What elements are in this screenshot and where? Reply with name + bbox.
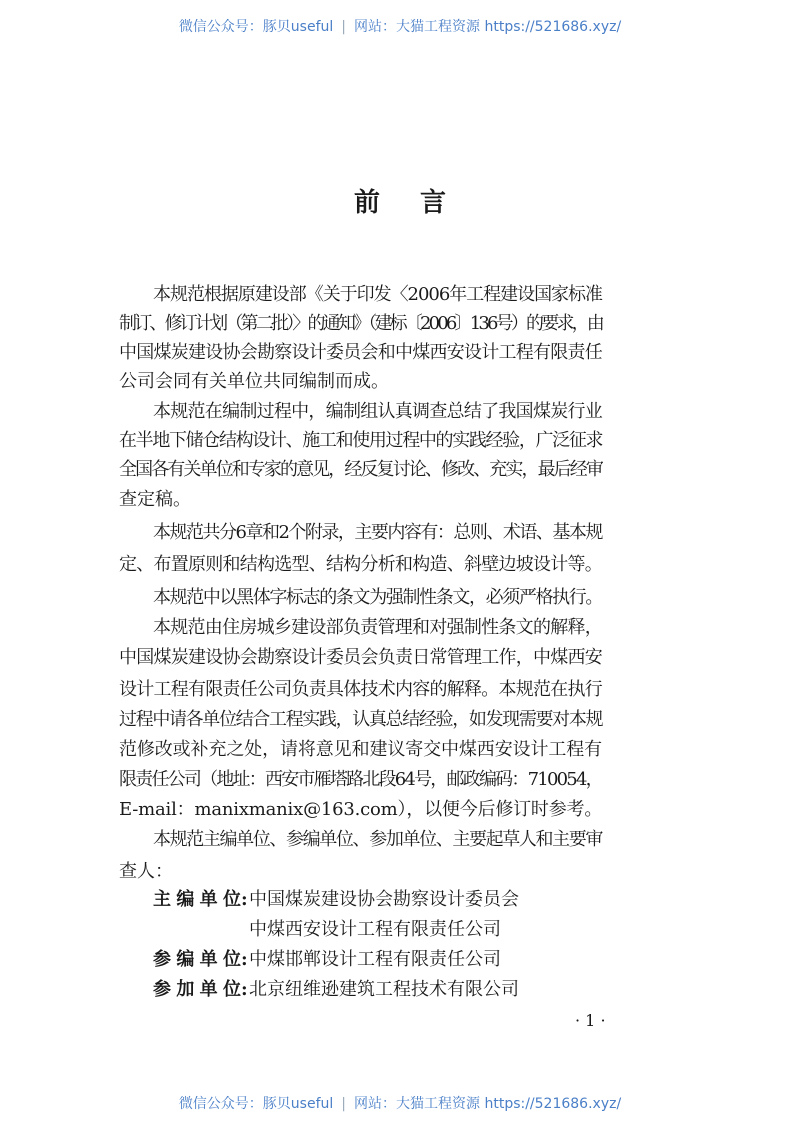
watermark-site: 网站：大猫工程资源 https://521686.xyz/	[354, 19, 622, 35]
text-line: 范修改或补充之处，请将意见和建议寄交中煤西安设计工程有	[119, 739, 603, 760]
text-line: 本规范共分6章和2个附录，主要内容有：总则、术语、基本规	[153, 522, 602, 543]
watermark-account: 微信公众号：豚贝useful	[178, 1096, 334, 1112]
text-line: 本规范主编单位、参编单位、参加单位、主要起草人和主要审	[153, 829, 603, 850]
page-number: · 1 ·	[575, 1011, 606, 1030]
text-line: 查人：	[119, 861, 173, 882]
text-line: 限责任公司（地址：西安市雁塔路北段64号，邮政编码：710054，	[119, 769, 602, 790]
watermark-top	[0, 18, 800, 36]
text-line: 本规范由住房城乡建设部负责管理和对强制性条文的解释，	[153, 617, 603, 638]
text-line: 本规范中以黑体字标志的条文为强制性条文，必须严格执行。	[153, 587, 603, 608]
text-line: E-mail：manixmanix@163.com），以便今后修订时参考。	[119, 799, 603, 820]
text-line: 在半地下储仓结构设计、施工和使用过程中的实践经验，广泛征求	[119, 430, 603, 451]
org-entry	[153, 915, 501, 945]
text-line: 本规范根据原建设部《关于印发〈2006年工程建设国家标准	[153, 284, 602, 305]
org-colon: :	[241, 979, 248, 1000]
org-label	[153, 915, 241, 945]
text-line: 定、布置原则和结构选型、结构分析和构造、斜壁边坡设计等。	[119, 554, 602, 575]
text-line: 过程中请各单位结合工程实践，认真总结经验，如发现需要对本规	[119, 709, 603, 730]
org-label: 参编单位	[153, 949, 241, 970]
text-line: 公司会同有关单位共同编制而成。	[119, 371, 389, 392]
org-entry	[153, 885, 519, 915]
org-entry	[153, 975, 519, 1005]
org-entry	[153, 945, 501, 975]
org-label: 参加单位	[153, 979, 241, 1000]
watermark-separator: |	[341, 19, 347, 35]
org-value: 中煤西安设计工程有限责任公司	[249, 919, 501, 940]
text-line: 全国各有关单位和专家的意见，经反复讨论、修改、充实，最后经审	[119, 459, 602, 480]
org-colon: :	[241, 949, 248, 970]
org-colon	[241, 915, 249, 945]
text-line: 中国煤炭建设协会勘察设计委员会负责日常管理工作，中煤西安	[119, 647, 602, 668]
text-line: 制订、修订计划（第二批）〉的通知》（建标〔2006〕136号）的要求，由	[119, 313, 603, 334]
text-line: 本规范在编制过程中，编制组认真调查总结了我国煤炭行业	[153, 401, 603, 422]
text-line: 查定稿。	[119, 489, 191, 510]
watermark-account: 微信公众号：豚贝useful	[178, 19, 334, 35]
org-label: 主编单位	[153, 889, 241, 910]
watermark-bottom	[0, 1095, 800, 1113]
watermark-separator: |	[341, 1096, 347, 1112]
watermark-site: 网站：大猫工程资源 https://521686.xyz/	[354, 1096, 622, 1112]
org-colon: :	[241, 889, 248, 910]
org-value: 中国煤炭建设协会勘察设计委员会	[249, 889, 519, 910]
page-title: 前言	[353, 188, 486, 218]
text-line: 设计工程有限责任公司负责具体技术内容的解释。本规范在执行	[119, 679, 602, 700]
org-value: 中煤邯郸设计工程有限责任公司	[249, 949, 501, 970]
text-line: 中国煤炭建设协会勘察设计委员会和中煤西安设计工程有限责任	[119, 342, 602, 363]
org-value: 北京纽维逊建筑工程技术有限公司	[249, 979, 519, 1000]
